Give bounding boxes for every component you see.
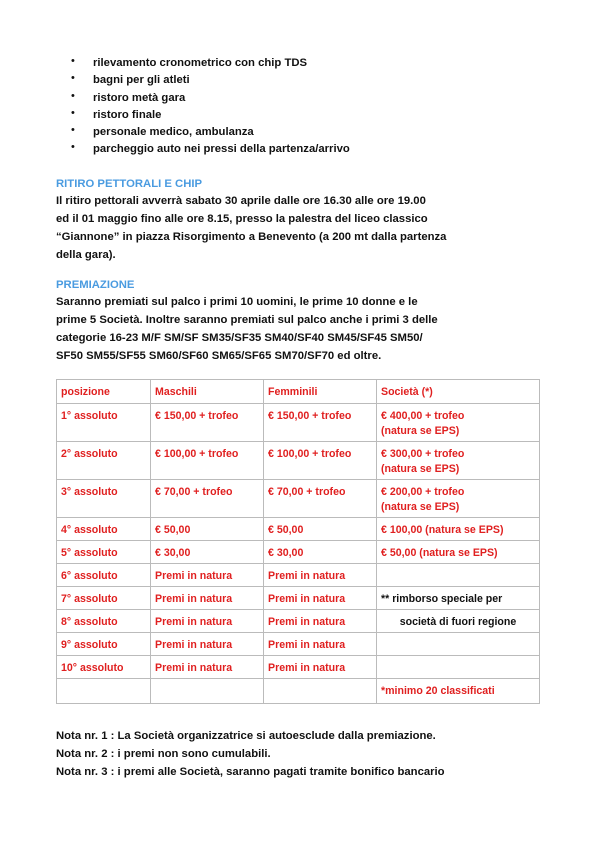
- table-cell: [377, 564, 540, 587]
- table-cell: 3° assoluto: [57, 480, 151, 518]
- list-item-text: personale medico, ambulanza: [93, 126, 254, 139]
- note-line: Nota nr. 1 : La Società organizzatrice si autoesclude dalla premiazione.: [56, 730, 436, 742]
- cell-line: (natura se EPS): [381, 462, 460, 475]
- paragraph-line: “Giannone” in piazza Risorgimento a Benevento (a 200 mt dalla partenza: [56, 231, 447, 243]
- table-header-cell: Società (*): [377, 380, 540, 404]
- table-cell: € 150,00 + trofeo: [151, 404, 264, 442]
- list-item: [56, 72, 350, 89]
- list-item: [56, 107, 350, 124]
- table-cell: 6° assoluto: [57, 564, 151, 587]
- table-row: [57, 541, 540, 564]
- ritiro-heading: RITIRO PETTORALI E CHIP: [56, 178, 203, 190]
- table-cell: Premi in natura: [264, 587, 377, 610]
- table-cell: 4° assoluto: [57, 518, 151, 541]
- table-header-cell: Femminili: [264, 380, 377, 404]
- table-cell: Premi in natura: [151, 587, 264, 610]
- table-cell: € 50,00: [151, 518, 264, 541]
- table-cell: Premi in natura: [151, 564, 264, 587]
- table-cell: € 50,00 (natura se EPS): [377, 541, 540, 564]
- table-cell: Premi in natura: [264, 564, 377, 587]
- table-row: [57, 564, 540, 587]
- cell-line: € 300,00 + trofeo: [381, 448, 465, 460]
- paragraph-line: ed il 01 maggio fino alle ore 8.15, presso la palestra del liceo classico: [56, 213, 428, 225]
- table-cell: *minimo 20 classificati: [377, 679, 540, 704]
- table-cell: [264, 679, 377, 704]
- table-cell: Premi in natura: [151, 633, 264, 656]
- table-cell: società di fuori regione: [377, 610, 540, 633]
- table-row: [57, 587, 540, 610]
- table-cell: Premi in natura: [151, 656, 264, 679]
- cell-line: € 200,00 + trofeo: [381, 486, 465, 498]
- services-list: [56, 55, 350, 159]
- table-cell: € 150,00 + trofeo: [264, 404, 377, 442]
- table-cell: [377, 633, 540, 656]
- table-header-cell: posizione: [57, 380, 151, 404]
- prizes-table: [56, 379, 540, 704]
- cell-line: € 400,00 + trofeo: [381, 410, 465, 422]
- paragraph-line: SF50 SM55/SF55 SM60/SF60 SM65/SF65 SM70/SF70 ed oltre.: [56, 350, 382, 362]
- table-row: [57, 404, 540, 442]
- table-header-cell: Maschili: [151, 380, 264, 404]
- table-cell: € 50,00: [264, 518, 377, 541]
- table-cell: 2° assoluto: [57, 442, 151, 480]
- list-item-text: rilevamento cronometrico con chip TDS: [93, 57, 308, 69]
- list-item-text: bagni per gli atleti: [93, 74, 190, 87]
- table-row: [57, 442, 540, 480]
- cell-line: (natura se EPS): [381, 424, 460, 437]
- paragraph-line: Saranno premiati sul palco i primi 10 uomini, le prime 10 donne e le: [56, 296, 418, 308]
- table-cell: ** rimborso speciale per: [377, 587, 540, 610]
- table-row: [57, 610, 540, 633]
- list-item-text: parcheggio auto nei pressi della partenza/arrivo: [93, 143, 350, 156]
- premiazione-paragraph: [56, 293, 538, 365]
- bullet-icon: •: [71, 72, 75, 85]
- table-row: [57, 480, 540, 518]
- bullet-icon: •: [71, 141, 75, 154]
- table-cell: € 30,00: [151, 541, 264, 564]
- note-line: Nota nr. 3 : i premi alle Società, saranno pagati tramite bonifico bancario: [56, 766, 445, 778]
- table-cell: [151, 679, 264, 704]
- table-cell: € 100,00 + trofeo: [151, 442, 264, 480]
- table-cell: 10° assoluto: [57, 656, 151, 679]
- table-header-row: [57, 380, 540, 404]
- list-item-text: ristoro metà gara: [93, 91, 186, 104]
- notes-block: [56, 727, 546, 781]
- table-cell: € 30,00: [264, 541, 377, 564]
- table-row: [57, 633, 540, 656]
- table-cell: Premi in natura: [264, 656, 377, 679]
- table-cell: € 100,00 (natura se EPS): [377, 518, 540, 541]
- table-cell: Premi in natura: [264, 633, 377, 656]
- paragraph-line: prime 5 Società. Inoltre saranno premiati sul palco anche i primi 3 delle: [56, 314, 438, 326]
- table-cell: 5° assoluto: [57, 541, 151, 564]
- note-line: Nota nr. 2 : i premi non sono cumulabili.: [56, 748, 271, 760]
- list-item: [56, 55, 350, 72]
- table-cell: [377, 442, 540, 480]
- table-cell: 8° assoluto: [57, 610, 151, 633]
- paragraph-line: Il ritiro pettorali avverrà sabato 30 aprile dalle ore 16.30 alle ore 19.00: [56, 195, 426, 207]
- paragraph-line: della gara).: [56, 249, 116, 261]
- list-item: [56, 124, 350, 141]
- table-cell: Premi in natura: [264, 610, 377, 633]
- list-item-text: ristoro finale: [93, 108, 162, 121]
- cell-line: (natura se EPS): [381, 500, 460, 513]
- table-cell: € 100,00 + trofeo: [264, 442, 377, 480]
- table-cell: 7° assoluto: [57, 587, 151, 610]
- bullet-icon: •: [71, 106, 75, 119]
- table-cell: € 70,00 + trofeo: [264, 480, 377, 518]
- list-item: [56, 90, 350, 107]
- table-cell: 9° assoluto: [57, 633, 151, 656]
- table-cell: [377, 480, 540, 518]
- bullet-icon: •: [71, 89, 75, 102]
- table-cell: [377, 656, 540, 679]
- ritiro-paragraph: [56, 192, 538, 264]
- table-row: [57, 656, 540, 679]
- premiazione-heading: PREMIAZIONE: [56, 279, 135, 291]
- table-cell: 1° assoluto: [57, 404, 151, 442]
- list-item: [56, 141, 350, 158]
- table-cell: € 70,00 + trofeo: [151, 480, 264, 518]
- paragraph-line: categorie 16-23 M/F SM/SF SM35/SF35 SM40/SF40 SM45/SF45 SM50/: [56, 332, 423, 344]
- table-row: [57, 679, 540, 704]
- table-cell: Premi in natura: [151, 610, 264, 633]
- table-cell: [377, 404, 540, 442]
- table-row: [57, 518, 540, 541]
- table-cell: [57, 679, 151, 704]
- bullet-icon: •: [71, 55, 75, 67]
- bullet-icon: •: [71, 124, 75, 137]
